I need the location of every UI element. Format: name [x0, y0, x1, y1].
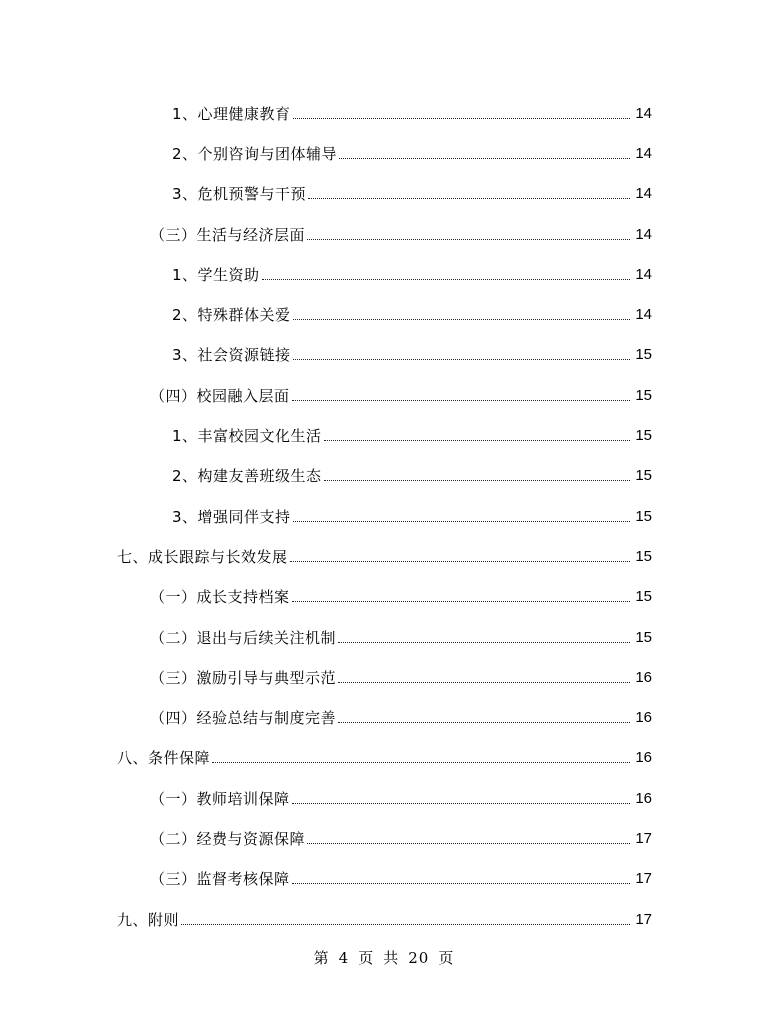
toc-entry-page-number: 14	[635, 104, 652, 122]
toc-dot-leader	[292, 400, 630, 401]
toc-dot-leader	[293, 319, 630, 320]
toc-dot-leader	[324, 440, 630, 441]
toc-entry[interactable]	[0, 254, 768, 294]
toc-entry-title: 1、心理健康教育	[172, 104, 291, 123]
toc-entry-title: 九、附则	[117, 910, 180, 929]
toc-dot-leader	[292, 883, 630, 884]
toc-entry[interactable]	[0, 536, 768, 576]
toc-entry-page-number: 15	[635, 346, 652, 364]
toc-entry-title: 3、社会资源链接	[172, 346, 291, 365]
toc-dot-leader	[338, 642, 630, 643]
toc-entry[interactable]	[0, 818, 768, 858]
toc-entry[interactable]	[0, 133, 768, 173]
page-footer	[0, 947, 768, 968]
footer-prefix: 第	[313, 949, 330, 967]
toc-entry-page-number: 14	[635, 306, 652, 324]
toc-entry-page-number: 15	[635, 427, 652, 445]
toc-entry-title: （三）激励引导与典型示范	[150, 668, 337, 687]
toc-entry-title: （三）生活与经济层面	[150, 225, 306, 244]
toc-entry-title: （二）退出与后续关注机制	[150, 628, 337, 647]
toc-entry[interactable]	[0, 415, 768, 455]
toc-entry-page-number: 17	[635, 829, 652, 847]
toc-entry-page-number: 15	[635, 507, 652, 525]
footer-page-word: 页	[358, 949, 375, 967]
toc-entry-title: 2、特殊群体关爱	[172, 306, 291, 325]
toc-entry[interactable]	[0, 93, 768, 133]
toc-entry-title: 3、危机预警与干预	[172, 185, 307, 204]
toc-entry[interactable]	[0, 778, 768, 818]
toc-entry-page-number: 17	[635, 870, 652, 888]
toc-entry-page-number: 16	[635, 789, 652, 807]
toc-entry[interactable]	[0, 617, 768, 657]
toc-entry-title: （四）经验总结与制度完善	[150, 709, 337, 728]
toc-entry-page-number: 15	[635, 628, 652, 646]
toc-dot-leader	[181, 924, 630, 925]
toc-dot-leader	[292, 601, 630, 602]
footer-suffix: 页	[438, 949, 455, 967]
toc-entry-page-number: 17	[635, 910, 652, 928]
toc-dot-leader	[338, 722, 630, 723]
toc-dot-leader	[293, 118, 630, 119]
toc-dot-leader	[262, 279, 630, 280]
toc-entry[interactable]	[0, 577, 768, 617]
toc-entry-title: 2、构建友善班级生态	[172, 467, 322, 486]
toc-entry-title: 1、丰富校园文化生活	[172, 427, 322, 446]
toc-dot-leader	[290, 561, 630, 562]
toc-entry-page-number: 14	[635, 185, 652, 203]
toc-entry-title: 2、个别咨询与团体辅导	[172, 144, 338, 163]
toc-entry-page-number: 15	[635, 588, 652, 606]
toc-dot-leader	[338, 682, 630, 683]
table-of-contents	[0, 93, 768, 939]
toc-entry-page-number: 14	[635, 225, 652, 243]
toc-entry-title: （一）教师培训保障	[150, 789, 290, 808]
toc-entry-title: （三）监督考核保障	[150, 870, 290, 889]
toc-entry[interactable]	[0, 294, 768, 334]
toc-dot-leader	[307, 239, 630, 240]
toc-dot-leader	[293, 521, 630, 522]
toc-dot-leader	[212, 762, 630, 763]
footer-total-pages: 20	[408, 949, 430, 967]
toc-entry[interactable]	[0, 335, 768, 375]
toc-entry[interactable]	[0, 496, 768, 536]
footer-current-page: 4	[338, 949, 350, 967]
toc-entry[interactable]	[0, 456, 768, 496]
toc-entry[interactable]	[0, 214, 768, 254]
toc-dot-leader	[324, 480, 630, 481]
toc-entry[interactable]	[0, 738, 768, 778]
toc-dot-leader	[293, 359, 630, 360]
toc-entry[interactable]	[0, 657, 768, 697]
toc-entry[interactable]	[0, 899, 768, 939]
toc-entry-page-number: 14	[635, 144, 652, 162]
toc-entry[interactable]	[0, 859, 768, 899]
toc-entry-page-number: 15	[635, 547, 652, 565]
footer-total-word: 共	[383, 949, 400, 967]
toc-entry-page-number: 16	[635, 709, 652, 727]
toc-entry-title: 七、成长跟踪与长效发展	[117, 547, 288, 566]
toc-entry-page-number: 16	[635, 749, 652, 767]
toc-dot-leader	[292, 803, 630, 804]
toc-entry-title: 八、条件保障	[117, 749, 211, 768]
toc-entry-title: 3、增强同伴支持	[172, 507, 291, 526]
toc-dot-leader	[339, 158, 630, 159]
toc-entry[interactable]	[0, 375, 768, 415]
toc-entry-page-number: 16	[635, 668, 652, 686]
toc-entry[interactable]	[0, 697, 768, 737]
toc-entry-title: 1、学生资助	[172, 265, 260, 284]
toc-entry-title: （一）成长支持档案	[150, 588, 290, 607]
toc-entry-page-number: 14	[635, 265, 652, 283]
toc-entry-page-number: 15	[635, 467, 652, 485]
toc-entry[interactable]	[0, 174, 768, 214]
toc-dot-leader	[307, 843, 630, 844]
toc-entry-page-number: 15	[635, 386, 652, 404]
toc-dot-leader	[308, 198, 630, 199]
toc-entry-title: （二）经费与资源保障	[150, 829, 306, 848]
toc-entry-title: （四）校园融入层面	[150, 386, 290, 405]
